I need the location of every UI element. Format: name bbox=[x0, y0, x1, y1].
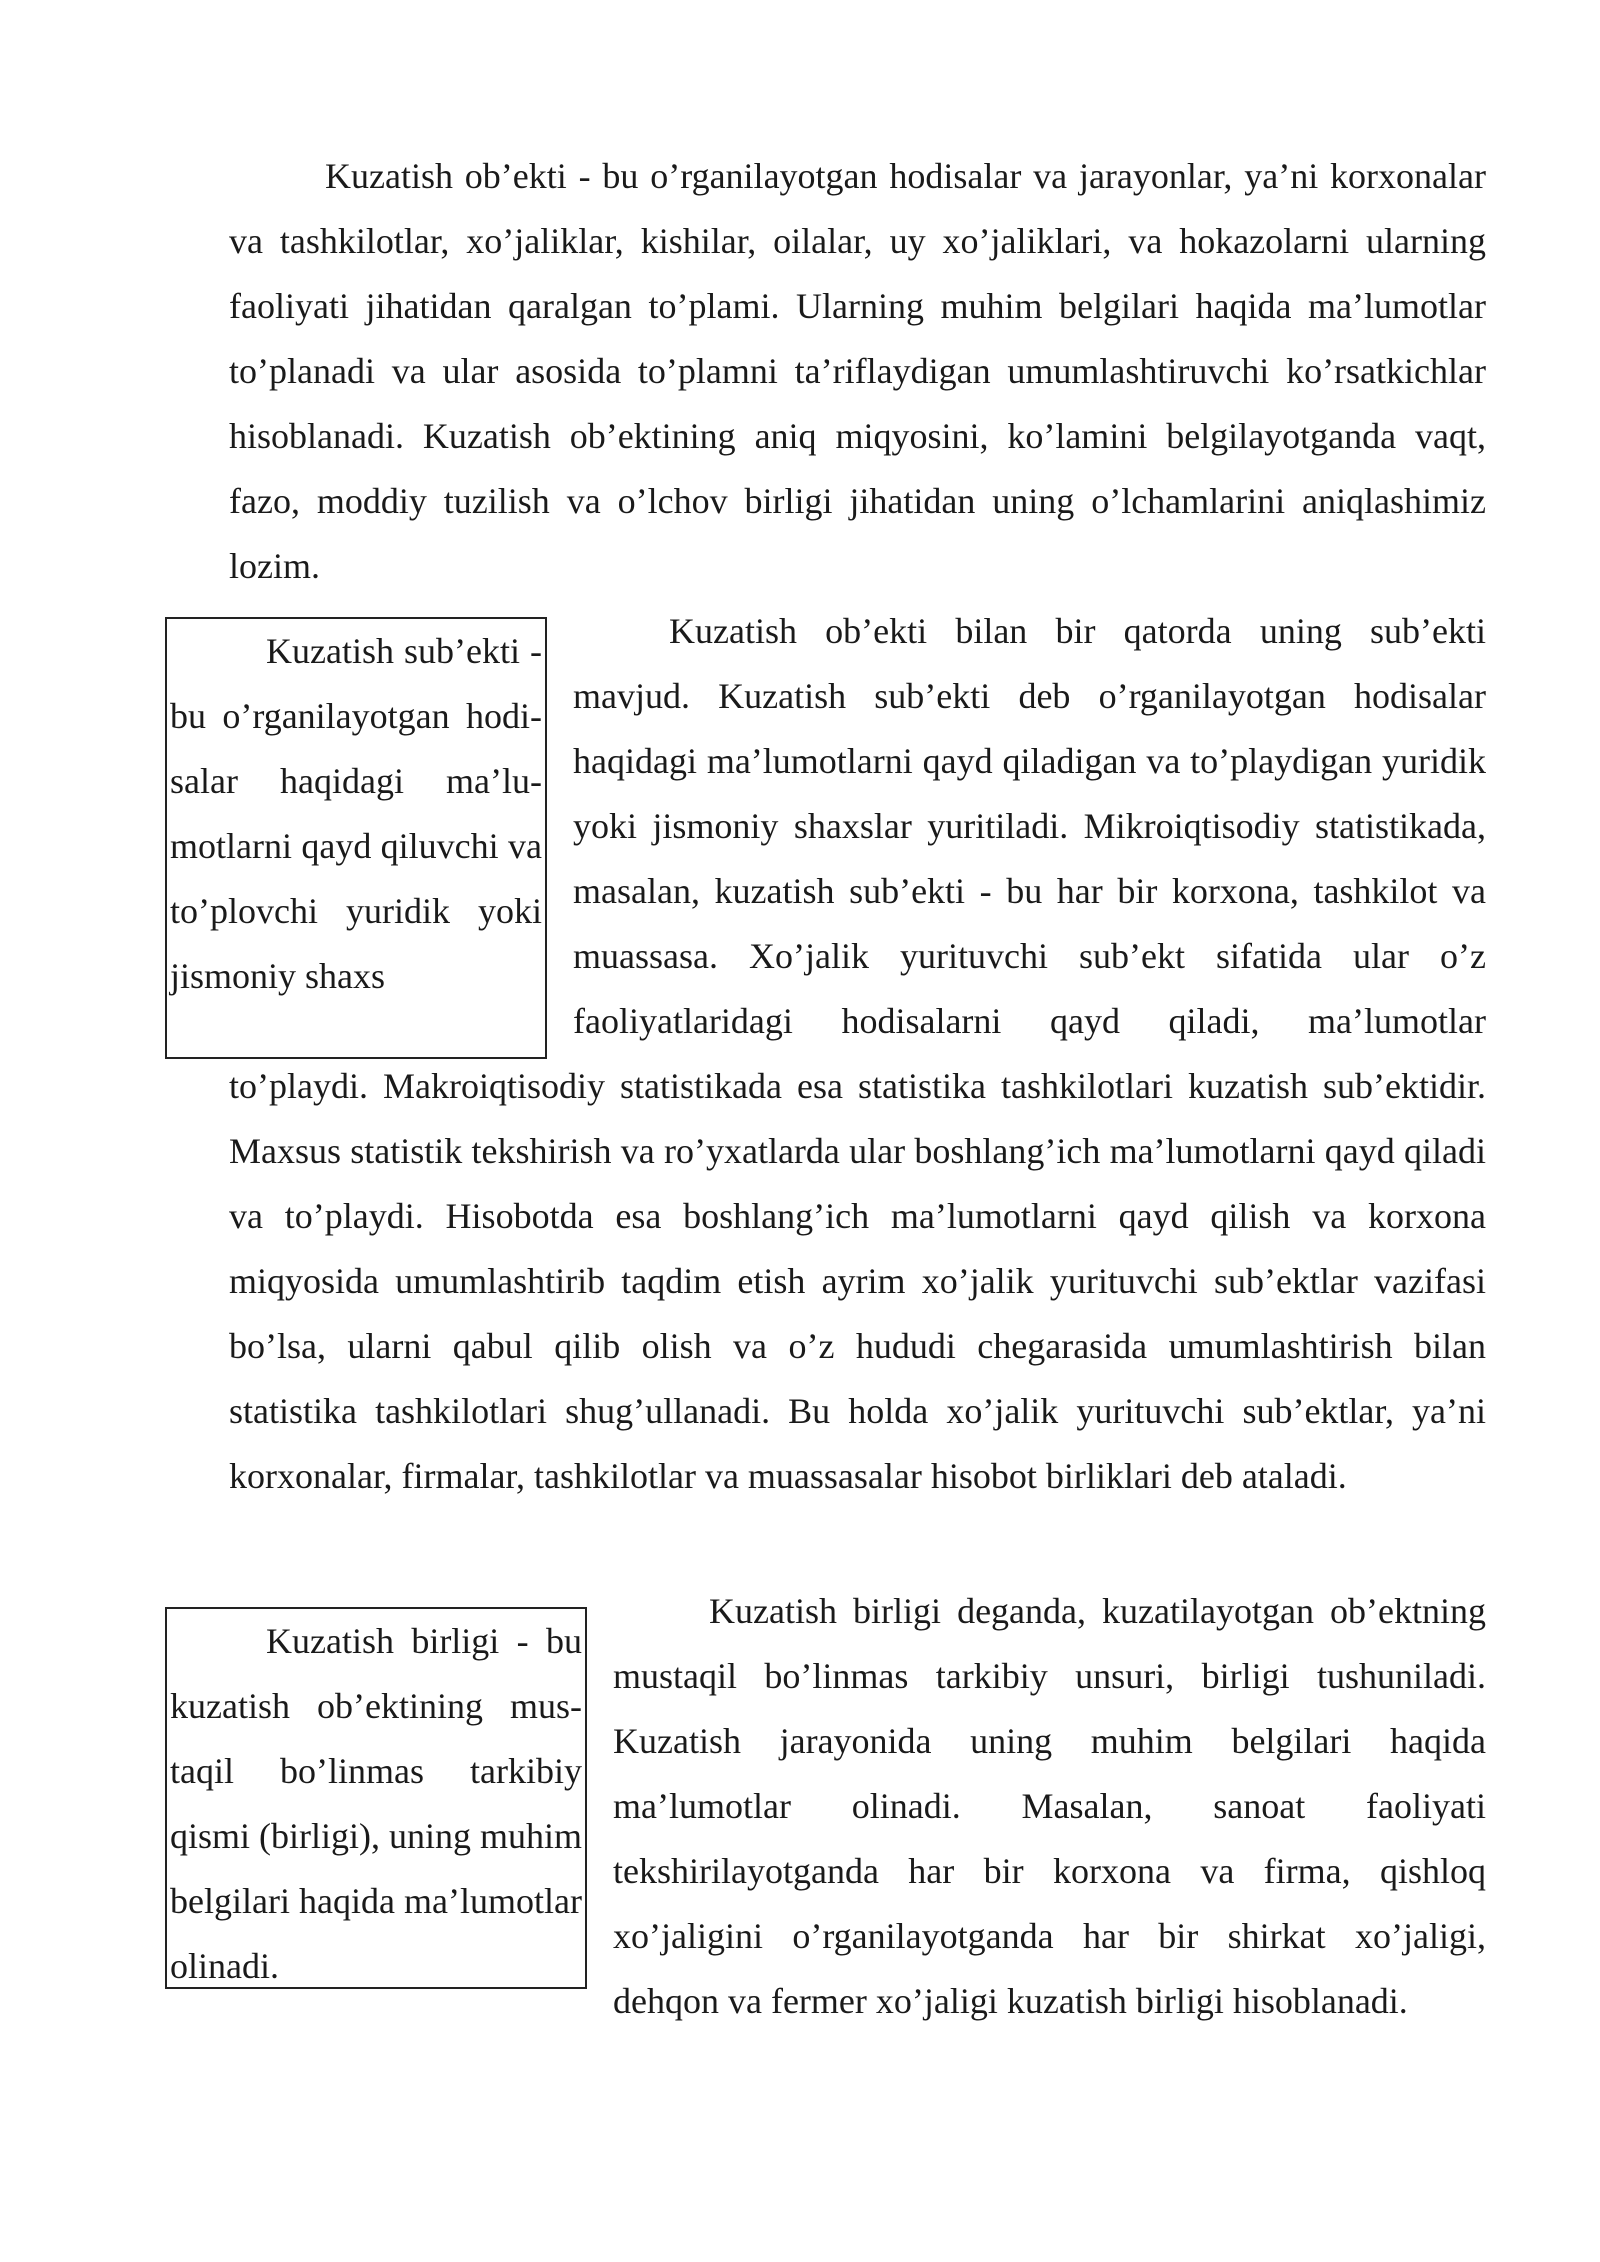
paragraph-observation-unit: Kuzatish birligi deganda, kuzatilayotgan ob’ektning mustaqil bo’linmas tarkibiy unsuri, birligi tushuniladi. Kuzatish jarayonida uning muhim belgilari haqida ma’lumotlar olinadi. Masalan, sanoat faoliyati tekshirilayotganda har bir korxona va firma, qishloq xo’jaligini o’rganilayotganda har bir shirkat xo’jaligi, dehqon va fermer xo’jaligi kuzatish birligi hisoblanadi. bbox=[613, 1591, 1486, 2021]
definition-box-unit bbox=[165, 1607, 587, 1989]
paragraph-observation-object: Kuzatish ob’ekti - bu o’rganilayotgan hodisalar va jarayonlar, ya’ni korxonalar va tashkilotlar, xo’jaliklar, kishilar, oilalar, uy xo’jaliklari, va hokazolarni ularning faoliyati jihatidan qaralgan to’plami. Ularning muhim belgilari haqida ma’lumotlar to’planadi va ular asosida to’plamni ta’riflaydigan umumlashtiruvchi ko’rsatkichlar hisoblanadi. Kuzatish ob’ektining aniq miqyosini, ko’lamini belgilayotganda vaqt, fazo, moddiy tuzilish va o’lchov birligi jihatidan uning o’lchamlarini aniqlashimiz lozim. bbox=[229, 156, 1486, 586]
definition-box-subject bbox=[165, 617, 547, 1059]
definition-box-unit-text: Kuzatish birligi - bu kuzatish ob’ektining mus-taqil bo’linmas tarkibiy qismi (birligi), uning muhim belgilari haqida ma’lumotlar olinadi. bbox=[170, 1621, 582, 1986]
paragraph-observation-subject-continued: to’playdi. Makroiqtisodiy statistikada esa statistika tashkilotlari kuzatish sub’ektidir. Maxsus statistik tekshirish va ro’yxatlarda ular boshlang’ich ma’lumotlarni qayd qiladi va to’playdi. Hisobotda esa boshlang’ich ma’lumotlarni qayd qilish va korxona miqyosida umumlashtirib taqdim etish ayrim xo’jalik yurituvchi sub’ektlar vazifasi bo’lsa, ularni qabul qilib olish va o’z hududi chegarasida umumlashtirish bilan statistika tashkilotlari shug’ullanadi. Bu holda xo’jalik yurituvchi sub’ektlar, ya’ni korxonalar, firmalar, tashkilotlar va muassasalar hisobot birliklari deb ataladi. bbox=[229, 1066, 1486, 1496]
paragraph-observation-subject-beside: Kuzatish ob’ekti bilan bir qatorda uning sub’ekti mavjud. Kuzatish sub’ekti deb o’rganilayotgan hodisalar haqidagi ma’lumotlarni qayd qiladigan va to’playdigan yuridik yoki jismoniy shaxslar yuritiladi. Mikroiqtisodiy statistikada, masalan, kuzatish sub’ekti - bu har bir korxona, tashkilot va muassasa. Xo’jalik yurituvchi sub’ekt sifatida ular o’z faoliyatlaridagi hodisalarni qayd qiladi, ma’lumotlar bbox=[573, 611, 1486, 1041]
definition-box-subject-text: Kuzatish sub’ekti - bu o’rganilayotgan hodi-salar haqidagi ma’lu-motlarni qayd qiluvchi va to’plovchi yuridik yoki jismoniy shaxs bbox=[170, 631, 542, 996]
